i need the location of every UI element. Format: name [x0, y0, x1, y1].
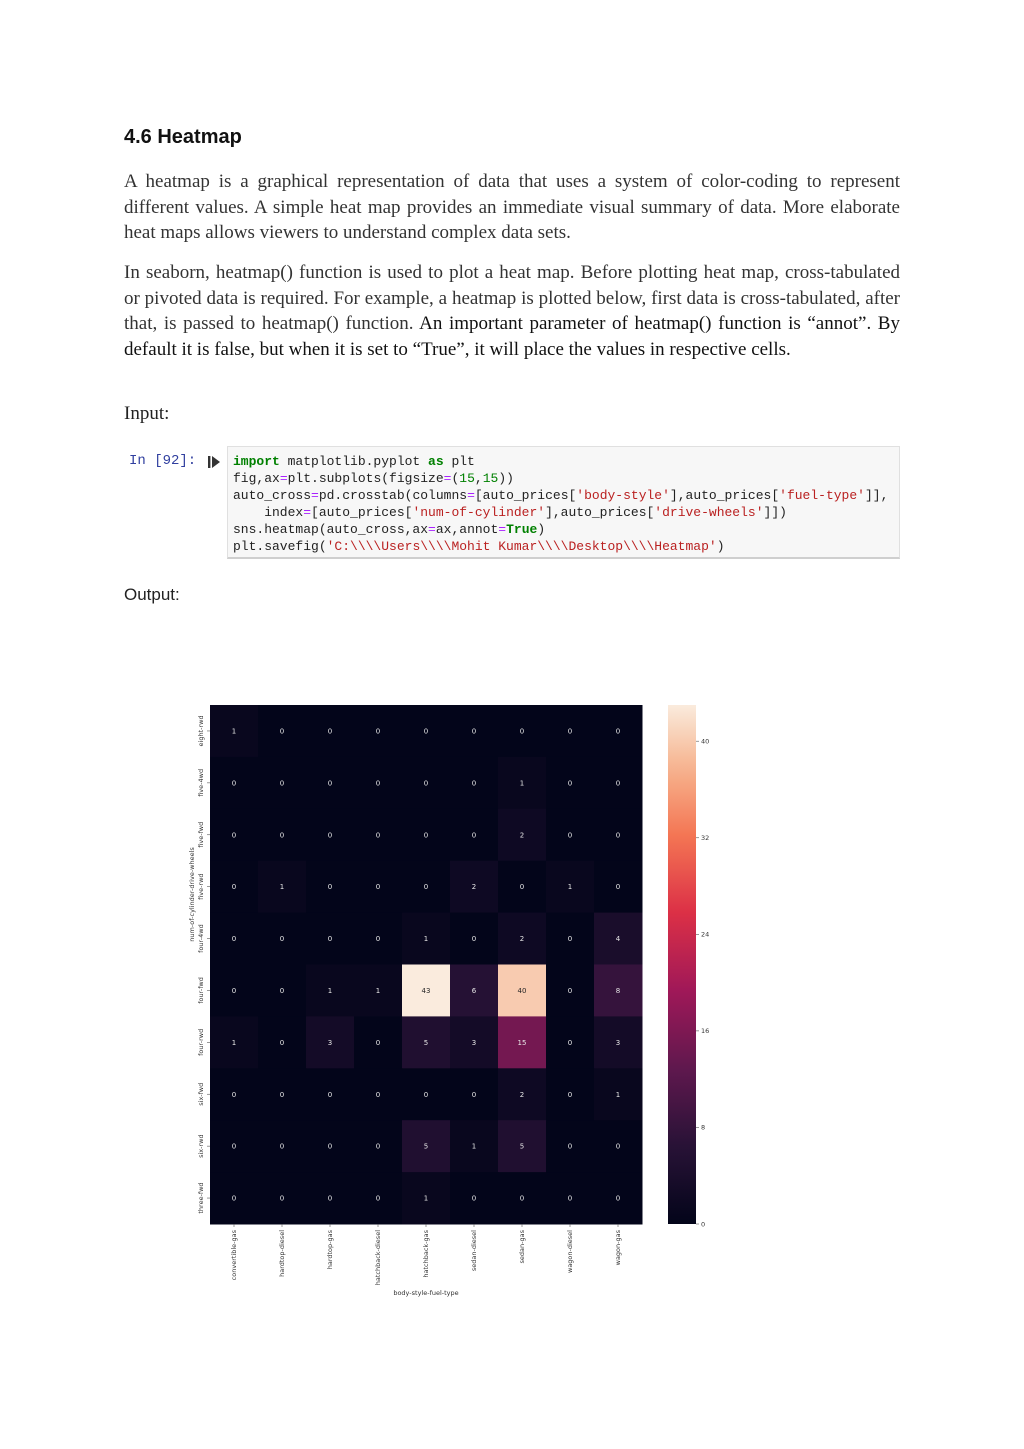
cell-value-label: 4 — [615, 935, 621, 944]
y-tick-label: five-fwd — [197, 821, 205, 848]
cell-value-label: 0 — [375, 883, 381, 892]
cell-value-label: 0 — [519, 727, 525, 736]
cell-value-label: 0 — [375, 1142, 381, 1151]
colorbar — [668, 705, 696, 1224]
x-axis-label: body-style-fuel-type — [393, 1289, 459, 1297]
paragraph-part-1: In seaborn, heatmap() function is used to plot a heat map. Before plotting heat map, cross-tabulated or pivoted data is required. For example, a heatmap is plotted below, first data is cross-tabulated, after that, is passed to heatmap() function. — [124, 262, 900, 334]
cell-value-label: 0 — [567, 779, 573, 788]
x-tick-label: sedan-diesel — [470, 1230, 478, 1272]
cell-value-label: 0 — [375, 831, 381, 840]
y-tick-label: five-4wd — [197, 768, 205, 797]
cell-value-label: 0 — [471, 1090, 477, 1099]
cell-value-label: 0 — [327, 831, 333, 840]
cell-value-label: 5 — [423, 1142, 429, 1151]
cell-value-label: 0 — [327, 1090, 333, 1099]
cell-value-label: 0 — [423, 727, 429, 736]
cell-value-label: 0 — [471, 1194, 477, 1203]
y-tick-label: four-rwd — [197, 1028, 205, 1056]
cell-value-label: 0 — [231, 1090, 237, 1099]
colorbar-tick-label: 40 — [701, 737, 710, 746]
cell-value-label: 1 — [327, 986, 333, 995]
cell-value-label: 0 — [231, 883, 237, 892]
cell-value-label: 2 — [519, 831, 525, 840]
cell-value-label: 0 — [375, 935, 381, 944]
cell-value-label: 1 — [567, 883, 573, 892]
cell-value-label: 0 — [615, 1194, 621, 1203]
cell-value-label: 0 — [519, 1194, 525, 1203]
cell-value-label: 43 — [421, 986, 431, 995]
cell-value-label: 0 — [231, 779, 237, 788]
cell-value-label: 15 — [517, 1038, 527, 1047]
y-tick-label: four-fwd — [197, 977, 205, 1004]
cell-value-label: 0 — [327, 1142, 333, 1151]
x-tick-label: hatchback-diesel — [374, 1230, 382, 1286]
cell-value-label: 0 — [279, 986, 285, 995]
cell-value-label: 0 — [279, 1142, 285, 1151]
y-tick-label: eight-rwd — [197, 715, 205, 747]
x-tick-label: wagon-gas — [614, 1230, 622, 1266]
cell-value-label: 0 — [615, 727, 621, 736]
cell-value-label: 0 — [375, 779, 381, 788]
cell-value-label: 0 — [279, 1090, 285, 1099]
cell-value-label: 0 — [567, 935, 573, 944]
heatmap-chart — [180, 696, 740, 1311]
cell-value-label: 0 — [327, 727, 333, 736]
cell-value-label: 0 — [519, 883, 525, 892]
cell-value-label: 0 — [375, 1194, 381, 1203]
cell-value-label: 0 — [615, 883, 621, 892]
x-tick-label: sedan-gas — [518, 1230, 526, 1264]
cell-value-label: 0 — [567, 1090, 573, 1099]
section-heading: 4.6 Heatmap — [124, 126, 242, 148]
cell-value-label: 0 — [615, 831, 621, 840]
cell-value-label: 0 — [423, 1090, 429, 1099]
cell-value-label: 0 — [231, 935, 237, 944]
cell-value-label: 0 — [375, 727, 381, 736]
y-tick-label: six-rwd — [197, 1134, 205, 1158]
cell-value-label: 0 — [471, 831, 477, 840]
cell-value-label: 0 — [231, 831, 237, 840]
cell-value-label: 0 — [231, 1194, 237, 1203]
cell-value-label: 0 — [231, 1142, 237, 1151]
cell-value-label: 8 — [615, 986, 621, 995]
x-tick-label: wagon-diesel — [566, 1230, 574, 1273]
cell-value-label: 3 — [471, 1038, 477, 1047]
cell-value-label: 0 — [279, 1038, 285, 1047]
cell-value-label: 1 — [231, 727, 237, 736]
cell-value-label: 1 — [423, 1194, 429, 1203]
x-tick-label: hatchback-gas — [422, 1230, 430, 1278]
run-arrow-icon[interactable] — [207, 455, 221, 469]
colorbar-tick-label: 16 — [701, 1027, 710, 1036]
cell-value-label: 0 — [615, 1142, 621, 1151]
colorbar-tick-label: 32 — [701, 834, 710, 843]
cell-value-label: 1 — [423, 935, 429, 944]
cell-value-label: 0 — [567, 1142, 573, 1151]
cell-value-label: 0 — [327, 883, 333, 892]
cell-value-label: 0 — [423, 831, 429, 840]
cell-value-label: 0 — [279, 935, 285, 944]
cell-value-label: 6 — [471, 986, 477, 995]
cell-value-label: 1 — [471, 1142, 477, 1151]
cell-value-label: 0 — [423, 779, 429, 788]
output-label: Output: — [124, 585, 180, 604]
heatmap-svg — [180, 696, 740, 1306]
cell-value-label: 0 — [567, 727, 573, 736]
cell-value-label: 0 — [567, 1038, 573, 1047]
cell-value-label: 0 — [327, 779, 333, 788]
cell-value-label: 0 — [471, 935, 477, 944]
cell-value-label: 0 — [327, 935, 333, 944]
x-tick-label: hardtop-diesel — [278, 1230, 286, 1277]
heatmap-definition-paragraph: A heatmap is a graphical representation of data that uses a system of color-coding to represent different values. A simple heat map provides an immediate visual summary of data. More elaborate heat maps allows viewers to understand complex data sets. — [124, 171, 900, 243]
cell-value-label: 1 — [375, 986, 381, 995]
cell-value-label: 0 — [471, 779, 477, 788]
cell-value-label: 5 — [423, 1038, 429, 1047]
x-tick-label: convertible-gas — [230, 1230, 238, 1281]
cell-value-label: 3 — [615, 1038, 621, 1047]
code-block: import matplotlib.pyplot as plt fig,ax=plt.subplots(figsize=(15,15)) auto_cross=pd.crosstab(columns=[auto_prices['body-style'],auto_prices['fuel-type']], index=[auto_prices['num-of-cylinder'],auto_prices['drive-wheels']]) sns.heatmap(auto_cross,ax=ax,annot=True) plt.savefig('C:\\\\Users\\\\Mohit Kumar\\\\Desktop\\\\Heatmap') — [233, 454, 889, 554]
cell-value-label: 0 — [567, 1194, 573, 1203]
paragraph-part-2: An important parameter of heatmap() function is “annot”. By default it is false, but when it is set to “True”, it will place the values in respective cells. — [124, 313, 900, 360]
cell-value-label: 0 — [279, 831, 285, 840]
y-tick-label: four-4wd — [197, 924, 205, 953]
y-tick-label: five-rwd — [197, 873, 205, 900]
cell-value-label: 1 — [279, 883, 285, 892]
cell-value-label: 40 — [517, 986, 527, 995]
input-label: Input: — [124, 403, 170, 424]
cell-value-label: 0 — [615, 779, 621, 788]
cell-value-label: 2 — [519, 1090, 525, 1099]
x-tick-label: hardtop-gas — [326, 1230, 334, 1270]
cell-value-label: 0 — [375, 1090, 381, 1099]
cell-value-label: 0 — [327, 1194, 333, 1203]
cell-value-label: 2 — [471, 883, 477, 892]
cell-value-label: 0 — [567, 831, 573, 840]
colorbar-tick-label: 8 — [701, 1123, 706, 1132]
cell-value-label: 1 — [231, 1038, 237, 1047]
cell-prompt: In [92]: — [129, 453, 197, 469]
cell-value-label: 5 — [519, 1142, 525, 1151]
cell-value-label: 3 — [327, 1038, 333, 1047]
cell-value-label: 1 — [519, 779, 525, 788]
y-axis-label: num-of-cylinder-drive-wheels — [188, 847, 196, 942]
cell-value-label: 0 — [375, 1038, 381, 1047]
cell-value-label: 0 — [567, 986, 573, 995]
cell-value-label: 0 — [471, 727, 477, 736]
code-cell[interactable] — [227, 446, 900, 559]
cell-value-label: 0 — [423, 883, 429, 892]
cell-value-label: 0 — [279, 1194, 285, 1203]
cell-value-label: 2 — [519, 935, 525, 944]
y-tick-label: six-fwd — [197, 1082, 205, 1106]
cell-value-label: 1 — [615, 1090, 621, 1099]
cell-value-label: 0 — [279, 779, 285, 788]
colorbar-tick-label: 0 — [701, 1220, 706, 1229]
seaborn-heatmap-paragraph — [124, 260, 900, 362]
y-tick-label: three-fwd — [197, 1182, 205, 1214]
cell-value-label: 0 — [279, 727, 285, 736]
colorbar-tick-label: 24 — [701, 930, 710, 939]
cell-value-label: 0 — [231, 986, 237, 995]
